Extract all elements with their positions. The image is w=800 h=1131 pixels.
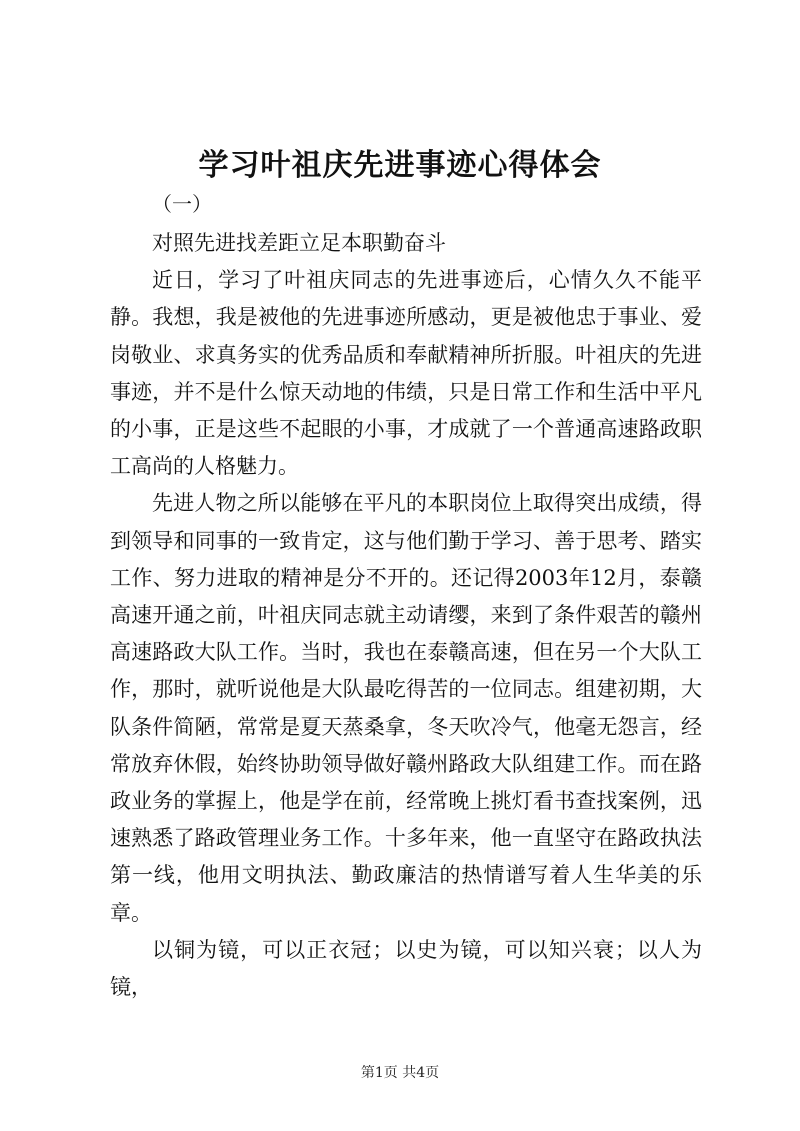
paragraph-heading: 对照先进找差距立足本职勤奋斗: [152, 231, 446, 255]
page-footer: 第1页 共4页: [360, 1065, 440, 1081]
document-body: [110, 225, 702, 1006]
paragraph: 近日，学习了叶祖庆同志的先进事迹后，心情久久不能平静。我想，我是被他的先进事迹所感动，更是被他忠于事业、爱岗敬业、求真务实的优秀品质和奉献精神所折服。叶祖庆的先进事迹，并不是什么惊天动地的伟绩，只是日常工作和生活中平凡的小事，正是这些不起眼的小事，才成就了一个普通高速路政职工高尚的人格魅力。: [110, 268, 702, 479]
section-marker: （一）: [152, 192, 212, 216]
paragraph: 先进人物之所以能够在平凡的本职岗位上取得突出成绩，得到领导和同事的一致肯定，这与他们勤于学习、善于思考、踏实工作、努力进取的精神是分不开的。还记得2003年12月，泰赣高速开通之前，叶祖庆同志就主动请缨，来到了条件艰苦的赣州高速路政大队工作。当时，我也在泰赣高速，但在另一个大队工作，那时，就听说他是大队最吃得苦的一位同志。组建初期，大队条件简陋，常常是夏天蒸桑拿，冬天吹冷气，他毫无怨言，经常放弃休假，始终协助领导做好赣州路政大队组建工作。而在路政业务的掌握上，他是学在前，经常晚上挑灯看书查找案例，迅速熟悉了路政管理业务工作。十多年来，他一直坚守在路政执法第一线，他用文明执法、勤政廉洁的热情谱写着人生华美的乐章。: [110, 491, 702, 925]
paragraph: 以铜为镜，可以正衣冠；以史为镜，可以知兴衰；以人为镜，: [110, 937, 702, 1000]
document-title: 学习叶祖庆先进事迹心得体会: [198, 148, 602, 183]
